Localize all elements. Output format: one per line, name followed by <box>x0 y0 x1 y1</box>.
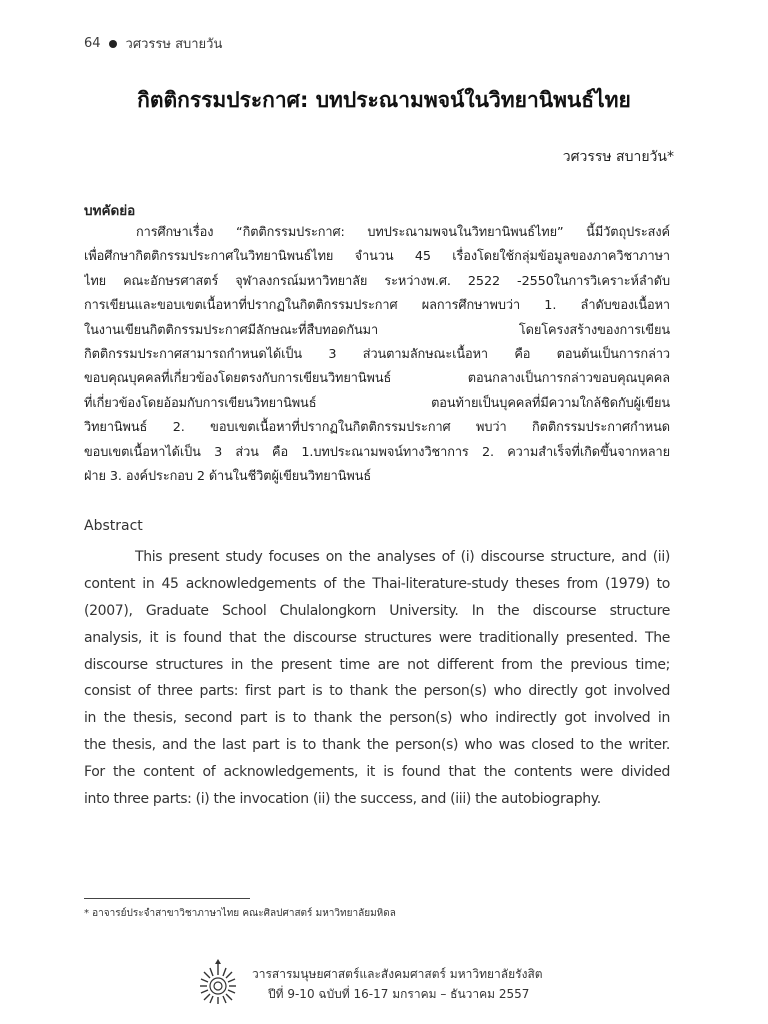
english-abstract-line: content in 45 acknowledgements of the Thai-literature-study theses from (1979) to <box>84 576 670 593</box>
english-abstract-line: consist of three parts: first part is to thank the person(s) who directly got involved <box>84 683 670 700</box>
thai-abstract-text <box>84 221 670 489</box>
footnote-divider <box>84 898 250 899</box>
journal-name: วารสารมนุษยศาสตร์และสังคมศาสตร์ มหาวิทยาลัยรังสิต <box>252 967 543 981</box>
footnote: * อาจารย์ประจำสาขาวิชาภาษาไทย คณะศิลปศาสตร์ มหาวิทยาลัยมหิดล <box>84 908 396 919</box>
english-abstract-line: analysis, it is found that the discourse structures were traditionally presented. The <box>84 629 670 646</box>
journal-issue: ปีที่ 9-10 ฉบับที่ 16-17 มกราคม – ธันวาคม 2557 <box>268 987 530 1001</box>
article-title: กิตติกรรมประกาศ: บทประณามพจน์ในวิทยานิพนธ์ไทย <box>137 88 631 112</box>
thai-abstract-line: วิทยานิพนธ์ 2. ขอบเขตเนื้อหาที่ปรากฏในกิตติกรรมประกาศ พบว่า กิตติกรรมประกาศกำหนด <box>84 420 670 436</box>
article-author: วศวรรษ สบายวัน* <box>562 149 674 165</box>
page-number: 64 <box>84 36 101 51</box>
thai-abstract-line: ไทย คณะอักษรศาสตร์ จุฬาลงกรณ์มหาวิทยาลัย ระหว่างพ.ศ. 2522 -2550ในการวิเคราะห์ลำดับ <box>84 273 670 289</box>
english-abstract-line: discourse structures in the present time are not different from the previous time; <box>84 656 670 673</box>
english-abstract-text <box>84 544 670 812</box>
thai-abstract-line: เพื่อศึกษากิตติกรรมประกาศในวิทยานิพนธ์ไทย จำนวน 45 เรื่องโดยใช้กลุ่มข้อมูลของภาควิชาภาษา <box>84 249 670 265</box>
thai-abstract-line: การเขียนและขอบเขตเนื้อหาที่ปรากฏในกิตติกรรมประกาศ ผลการศึกษาพบว่า 1. ลำดับของเนื้อหา <box>84 298 670 314</box>
thai-abstract-line: การศึกษาเรื่อง “กิตติกรรมประกาศ: บทประณามพจนในวิทยานิพนธ์ไทย” นี้มีวัตถุประสงค์ <box>136 225 670 240</box>
journal-footer <box>252 964 543 1004</box>
english-abstract-line: into three parts: (i) the invocation (ii) the success, and (iii) the autobiography. <box>84 790 601 807</box>
bullet-icon <box>109 40 117 48</box>
thai-abstract-line: กิตติกรรมประกาศสามารถกำหนดได้เป็น 3 ส่วนตามลักษณะเนื้อหา คือ ตอนต้นเป็นการกล่าว <box>84 347 670 363</box>
thai-abstract-heading: บทคัดย่อ <box>84 203 136 219</box>
english-abstract-line: the thesis, and the last part is to thank the person(s) who was closed to the writer. <box>84 737 670 754</box>
university-seal-icon <box>198 958 238 1006</box>
thai-abstract-line: ฝ่าย 3. องค์ประกอบ 2 ด้านในชีวิตผู้เขียนวิทยานิพนธ์ <box>84 469 372 485</box>
english-abstract-line: For the content of acknowledgements, it is found that the contents were divided <box>84 763 670 780</box>
english-abstract-line: in the thesis, second part is to thank the person(s) who indirectly got involved in <box>84 710 670 727</box>
running-header <box>84 33 222 54</box>
thai-abstract-line: ที่เกี่ยวข้องโดยอ้อมกับการเขียนวิทยานิพนธ์ ตอนท้ายเป็นบุคคลที่มีความใกล้ชิดกับผู้เขียน <box>84 395 670 411</box>
running-author: วศวรรษ สบายวัน <box>125 37 223 52</box>
english-abstract-line: This present study focuses on the analyses of (i) discourse structure, and (ii) <box>135 549 670 566</box>
english-abstract-line: (2007), Graduate School Chulalongkorn University. In the discourse structure <box>84 603 670 620</box>
article-body <box>84 201 670 812</box>
thai-abstract-line: ในงานเขียนกิตติกรรมประกาศมีลักษณะที่สืบทอดกันมา โดยโครงสร้างของการเขียน <box>84 322 670 338</box>
thai-abstract-line: ขอบคุณบุคคลที่เกี่ยวข้องโดยตรงกับการเขียนวิทยานิพนธ์ ตอนกลางเป็นการกล่าวขอบคุณบุคคล <box>84 371 670 387</box>
english-abstract-heading: Abstract <box>84 518 143 535</box>
thai-abstract-line: ขอบเขตเนื้อหาได้เป็น 3 ส่วน คือ 1.บทประณามพจน์ทางวิชาการ 2. ความสำเร็จที่เกิดขึ้นจากหลาย <box>84 444 670 460</box>
